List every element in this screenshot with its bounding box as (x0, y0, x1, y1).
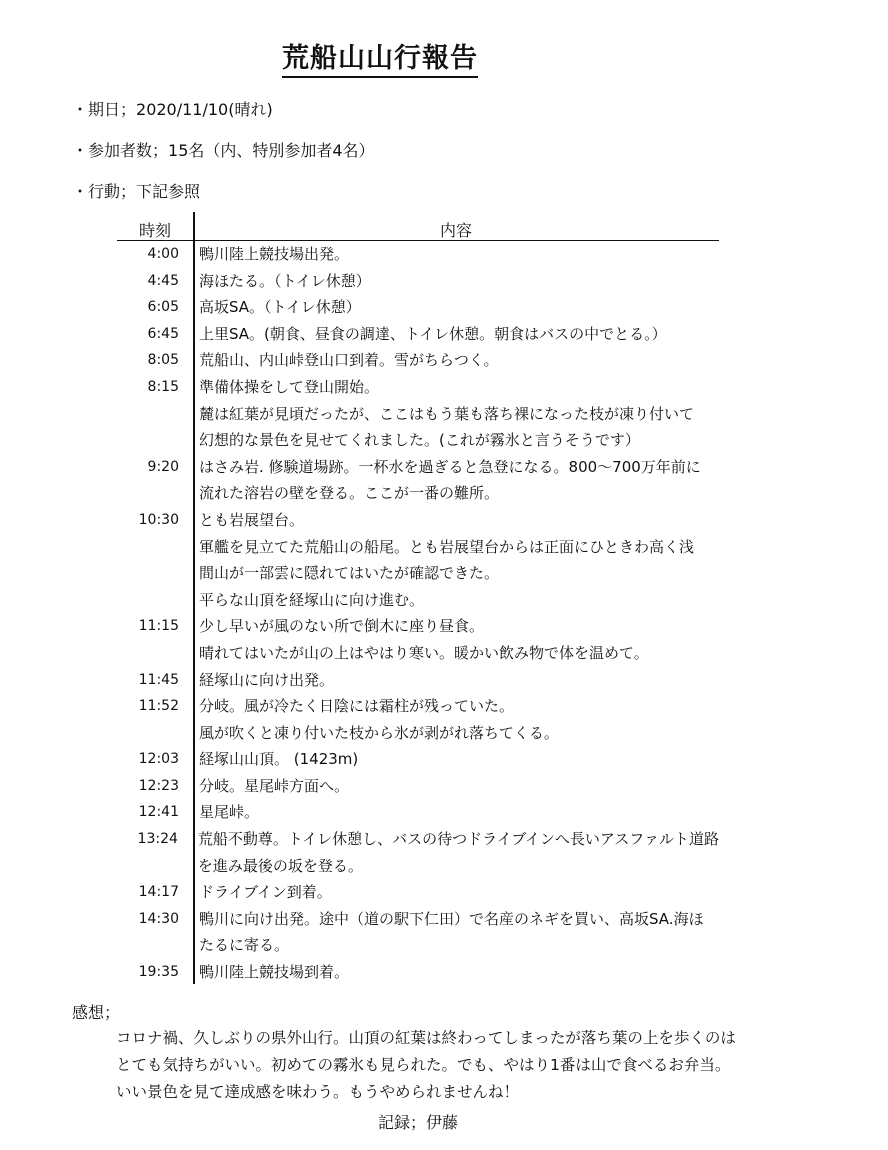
row-time: 8:05 (147, 352, 179, 369)
row-content-line: 高坂SA。（トイレ休憩） (199, 298, 361, 317)
title-text: 荒船山山行報告 (282, 43, 478, 78)
impression-line: いい景色を見て達成感を味わう。もうやめられませんね！ (116, 1083, 520, 1101)
meta-date (72, 97, 273, 120)
row-content-line: とも岩展望台。 (199, 510, 305, 529)
row-content-line: を進み最後の坂を登る。 (197, 856, 363, 875)
table-row (117, 321, 719, 348)
page-title (0, 36, 760, 75)
table-row (117, 268, 719, 295)
row-content (193, 454, 701, 507)
row-content (193, 613, 649, 666)
row-content (192, 826, 719, 879)
row-time: 6:05 (147, 299, 179, 316)
table-header (117, 212, 719, 241)
row-content (193, 906, 704, 959)
row-time: 4:00 (147, 246, 179, 262)
row-content-line: 荒船不動尊。トイレ休憩し、バスの待つドライブインへ長いアスファルト道路 (197, 830, 719, 849)
row-content (193, 268, 371, 295)
table-row (117, 374, 719, 454)
row-time: 14:30 (138, 910, 179, 927)
row-time: 11:52 (138, 698, 179, 715)
table-row (117, 667, 719, 694)
row-content (193, 959, 349, 986)
row-content (193, 667, 334, 694)
table-row (117, 799, 719, 826)
row-time: 13:24 (137, 831, 178, 848)
table-row (117, 906, 719, 959)
row-content-line: 鴨川陸上競技場出発。 (199, 245, 350, 263)
meta-participants (72, 138, 375, 161)
row-time: 8:15 (147, 378, 179, 395)
row-content (193, 507, 694, 613)
table-row (117, 693, 719, 746)
table-row (117, 294, 719, 321)
table-row (117, 879, 719, 906)
table-row (117, 507, 719, 613)
row-content-line: 晴れてはいたが山の上はやはり寒い。暖かい飲み物で体を温めて。 (199, 643, 649, 662)
row-time: 4:45 (147, 272, 179, 289)
row-content-line: 少し早いが風のない所で倒木に座り昼食。 (199, 617, 485, 636)
row-time: 11:45 (138, 671, 179, 688)
row-content (193, 746, 358, 773)
row-content (193, 321, 667, 348)
row-time: 12:03 (138, 751, 179, 768)
row-content-line: ドライブイン到着。 (199, 883, 332, 902)
row-content-line: 麓は紅葉が見頃だったが、ここはもう葉も落ち裸になった枝が凍り付いて (199, 404, 695, 423)
row-content-line: 平らな山頂を経塚山に向け進む。 (199, 590, 425, 609)
row-content-line: 準備体操をして登山開始。 (199, 377, 380, 396)
row-content-line: 分岐。星尾峠方面へ。 (199, 776, 350, 795)
header-content: 内容 (439, 221, 472, 240)
recorder: 記録；伊藤 (378, 1113, 459, 1132)
row-content-line: 風が吹くと凍り付いた枝から氷が剥がれ落ちてくる。 (199, 723, 559, 742)
row-time: 19:35 (138, 964, 179, 981)
table-rows (117, 241, 719, 986)
row-content-line: 幻想的な景色を見せてくれました。(これが霧氷と言うそうです） (199, 431, 640, 450)
row-content-line: 海ほたる。（トイレ休憩） (199, 271, 371, 290)
row-content-line: はさみ岩. 修験道場跡。一杯水を過ぎると急登になる。800～700万年前に (199, 457, 701, 476)
row-content (193, 773, 349, 800)
row-content (193, 879, 332, 906)
row-content-line: 流れた溶岩の壁を登る。ここが一番の難所。 (199, 484, 500, 503)
row-time: 12:23 (138, 777, 179, 794)
row-time: 11:15 (138, 618, 179, 635)
row-content-line: 鴨川陸上競技場到着。 (199, 963, 350, 982)
row-content-line: 星尾峠。 (199, 803, 260, 822)
table-row (117, 241, 719, 268)
row-time: 10:30 (138, 511, 179, 528)
row-content-line: 軍艦を見立てた荒船山の船尾。とも岩展望台からは正面にひときわ高く浅 (199, 537, 695, 556)
table-row (117, 826, 719, 879)
row-time: 12:41 (138, 804, 179, 821)
row-content (193, 693, 559, 746)
row-content-line: 経塚山に向け出発。 (199, 670, 335, 689)
row-content-line: 上里SA。(朝食、昼食の調達、トイレ休憩。朝食はバスの中でとる。） (199, 324, 667, 343)
table-row (117, 959, 719, 986)
row-content-line: 鴨川に向け出発。途中（道の駅下仁田）で名産のネギを買い、高坂SA.海ほ (199, 909, 704, 928)
row-content (193, 347, 499, 374)
schedule-table (117, 212, 719, 986)
row-time: 14:17 (138, 884, 179, 901)
row-time: 9:20 (147, 458, 179, 475)
table-row (117, 746, 719, 773)
row-content-line: 荒船山、内山峠登山口到着。雪がちらつく。 (199, 351, 499, 370)
row-content-line: 間山が一部雲に隠れてはいたが確認できた。 (199, 564, 500, 583)
impression-label: 感想； (72, 1003, 121, 1022)
activity-text: ・ 行動；下記参照 (72, 182, 200, 201)
table-row (117, 613, 719, 666)
row-content (193, 294, 361, 321)
row-content (193, 241, 349, 268)
date-text: ・ 期日；2020/11/10(晴れ) (72, 100, 273, 119)
impression-body (116, 1025, 796, 1106)
row-content (193, 799, 259, 826)
impression-line: とても気持ちがいい。初めての霧氷も見られた。でも、やはり1番は山で食べるお弁当。 (116, 1056, 731, 1074)
participants-text: ・ 参加者数；15名（内、特別参加者4名） (72, 141, 375, 160)
table-row (117, 773, 719, 800)
row-time: 6:45 (147, 325, 179, 342)
row-content (193, 374, 694, 454)
table-row (117, 347, 719, 374)
table-row (117, 454, 719, 507)
header-time: 時刻 (138, 221, 171, 240)
row-content-line: 分岐。風が冷たく日陰には霜柱が残っていた。 (199, 697, 515, 716)
meta-activity (72, 179, 200, 202)
row-content-line: 経塚山山頂。 (1423m) (199, 750, 359, 769)
impression-line: コロナ禍、久しぶりの県外山行。山頂の紅葉は終わってしまったが落ち葉の上を歩くのは (116, 1029, 736, 1047)
row-content-line: たるに寄る。 (199, 936, 290, 955)
